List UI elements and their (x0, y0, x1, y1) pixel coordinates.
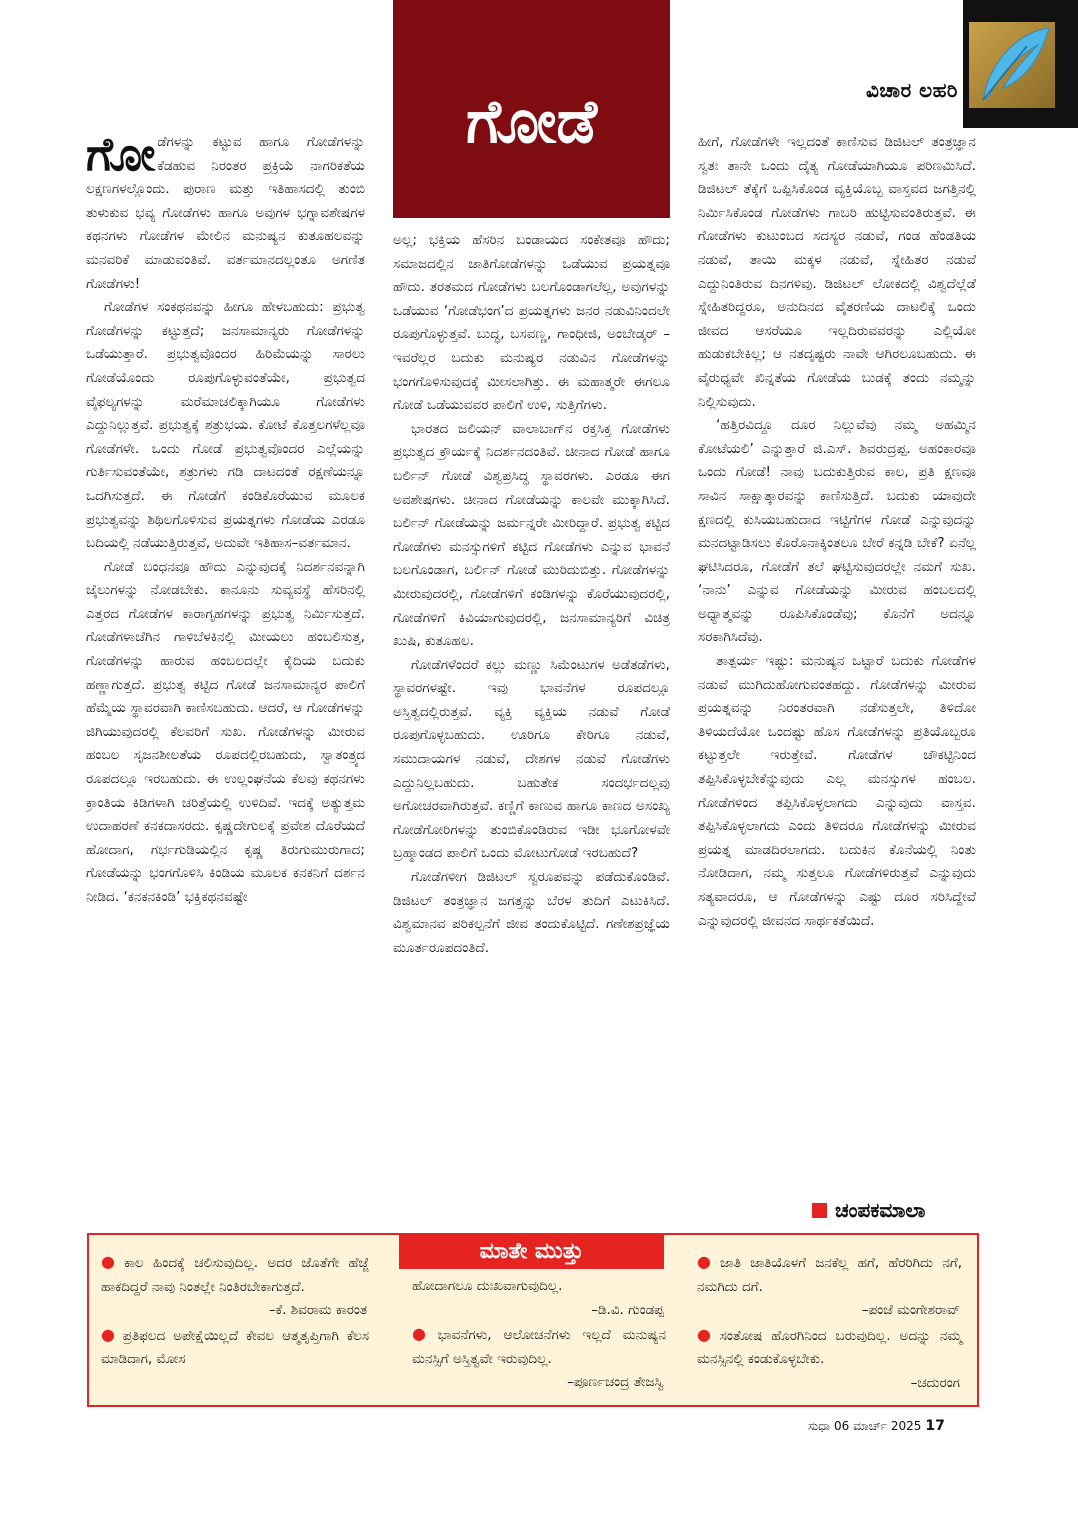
paragraph: ಅಲ್ಲ; ಭಕ್ತಿಯ ಹೆಸರಿನ ಬಂಡಾಯದ ಸಂಕೇತವೂ ಹೌದು; ಸಮಾಜದಲ್ಲಿನ ಜಾತಿಗೋಡೆಗಳನ್ನು ಒಡೆಯುವ ಪ್ರಯತ್ನವೂ ಹೌದು. ತರತಮದ ಗೋಡೆಗಳು ಬಲಗೊಂಡಾಗಲೆಲ್ಲ, ಅವುಗಳನ್ನು ಒಡೆಯುವ ‘ಗೋಡೆಭಂಗ’ದ ಪ್ರಯತ್ನಗಳು ಜನರ ನಡುವಿನಿಂದಲೇ ರೂಪುಗೊಳ್ಳುತ್ತವೆ. ಬುದ್ಧ, ಬಸವಣ್ಣ, ಗಾಂಧೀಜಿ, ಅಂಬೇಡ್ಕರ್ – ಇವರೆಲ್ಲರ ಬದುಕು ಮನುಷ್ಯರ ನಡುವಿನ ಗೋಡೆಗಳನ್ನು ಭಂಗಗೊಳಿಸುವುದಕ್ಕೆ ಮೀಸಲಾಗಿತ್ತು. ಈ ಮಹಾತ್ಮರೇ ಈಗಲೂ ಗೋಡೆ ಒಡೆಯುವವರ ಪಾಲಿಗೆ ಉಳಿ, ಸುತ್ತಿಗೆಗಳು. (393, 232, 670, 414)
paragraph: ಹೀಗೆ, ಗೋಡೆಗಳೇ ಇಲ್ಲದಂತೆ ಕಾಣಿಸುವ ಡಿಜಿಟಲ್ ತಂತ್ರಜ್ಞಾನ ಸ್ವತಃ ತಾನೇ ಒಂದು ದೈತ್ಯ ಗೋಡೆಯಾಗಿಯೂ ಪರಿಣಮಿಸಿದೆ. ಡಿಜಿಟಲ್ ತೆಕ್ಕೆಗೆ ಒಪ್ಪಿಸಿಕೊಂಡ ವ್ಯಕ್ತಿಯೊಬ್ಬ ವಾಸ್ತವದ ಜಗತ್ತಿನಲ್ಲಿ ನಿರ್ಮಿಸಿಕೊಂಡ ಗೋಡೆಗಳು ಗಾಬರಿ ಹುಟ್ಟಿಸುವಂತಿರುತ್ತವೆ. ಈ ಗೋಡೆಗಳು ಕುಟುಂಬದ ಸದಸ್ಯರ ನಡುವೆ, ಗಂಡ ಹೆಂಡತಿಯ ನಡುವೆ, ತಾಯಿ ಮಕ್ಕಳ ನಡುವೆ, ಸ್ನೇಹಿತರ ನಡುವೆ ಎದ್ದುನಿಂತಿರುವ ದಿನಗಳಿವು. ಡಿಜಿಟಲ್ ಲೋಕದಲ್ಲಿ ವಿಶ್ವದೆಲ್ಲೆಡೆ ಸ್ನೇಹಿತರಿದ್ದರೂ, ಅನುದಿನದ ವೈತರಣಿಯ ದಾಟಲಿಕ್ಕೆ ಒಂದು ಜೀವದ ಆಸರೆಯೂ ಇಲ್ಲದಿರುವವರನ್ನು ಎಲ್ಲಿಯೋ ಹುಡುಕಬೇಕಿಲ್ಲ; ಆ ನತದೃಷ್ಟರು ನಾವೇ ಆಗಿರಲೂಬಹುದು. ಈ ವೈರುಧ್ಯವೇ ಖಿನ್ನತೆಯ ಗೋಡೆಯ ಬುಡಕ್ಕೆ ತಂದು ನಮ್ಮನ್ನು ನಿಲ್ಲಿಸುವುದು. (698, 134, 976, 410)
author-byline (812, 1198, 925, 1222)
red-square-icon (812, 1203, 827, 1218)
article-column-3 (698, 131, 976, 1199)
quote-text: ಭಾವನೆಗಳು, ಆಲೋಚನೆಗಳು ಇಲ್ಲದೆ ಮನುಷ್ಯನ ಮನಸ್ಸಿಗೆ ಅಸ್ತಿತ್ವವೇ ಇರುವುದಿಲ್ಲ. (412, 1327, 666, 1367)
section-label: ವಿಚಾರ ಲಹರಿ (865, 78, 958, 102)
drop-cap: ಗೋ (86, 131, 156, 181)
paragraph: ಗೋಡೆ ಬಂಧನವೂ ಹೌದು ಎನ್ನುವುದಕ್ಕೆ ನಿದರ್ಶನವನ್ನಾಗಿ ಜೈಲುಗಳನ್ನು ನೋಡಬೇಕು. ಕಾನೂನು ಸುವ್ಯವಸ್ಥೆ ಹೆಸರಿನಲ್ಲಿ ಎತ್ತರದ ಗೋಡೆಗಳ ಕಾರಾಗೃಹಗಳನ್ನು ಪ್ರಭುತ್ವ ನಿರ್ಮಿಸುತ್ತದೆ. ಗೋಡೆಗಳಾಚೆಗಿನ ಗಾಳಿಬೆಳಕಿನಲ್ಲಿ ಮೀಯಲು ಹಂಬಲಿಸುತ್ತ, ಗೋಡೆಗಳನ್ನು ಹಾರುವ ಹಂಬಲದಲ್ಲೇ ಕೈದಿಯ ಬದುಕು ಹಣ್ಣಾಗುತ್ತದೆ. ಪ್ರಭುತ್ವ ಕಟ್ಟಿದ ಗೋಡೆ ಜನಸಾಮಾನ್ಯರ ಪಾಲಿಗೆ ಹೆಮ್ಮೆಯ ಸ್ಥಾವರವಾಗಿ ಕಾಣಿಸಬಹುದು. ಆದರೆ, ಆ ಗೋಡೆಗಳನ್ನು ಜಿಗಿಯುವುದರಲ್ಲಿ ಕೆಲವರಿಗೆ ಸುಖ. ಗೋಡೆಗಳನ್ನು ಮೀರುವ ಹಂಬಲ ಸೃಜನಶೀಲತೆಯ ರೂಪದಲ್ಲಿರಬಹುದು, ಸ್ವಾತಂತ್ರ್ಯದ ರೂಪದಲ್ಲೂ ಇರಬಹುದು. ಈ ಉಲ್ಲಂಘನೆಯ ಕೆಲವು ಕಥನಗಳು ಕ್ರಾಂತಿಯ ಕಿಡಿಗಳಾಗಿ ಚರಿತ್ರೆಯಲ್ಲಿ ಉಳಿದಿವೆ. ಇದಕ್ಕೆ ಅತ್ಯುತ್ತಮ ಉದಾಹರಣೆ ಕನಕದಾಸರದು. ಕೃಷ್ಣದೇಗುಲಕ್ಕೆ ಪ್ರವೇಶ ದೊರೆಯದೆ ಹೋದಾಗ, ಗರ್ಭಗುಡಿಯಲ್ಲಿನ ಕೃಷ್ಣ ತಿರುಗುಮುರುಗಾದ; ಗೋಡೆಯನ್ನು ಭಂಗಗೊಳಿಸಿ ಕಿಂಡಿಯ ಮೂಲಕ ಕನಕನಿಗೆ ದರ್ಶನ ನೀಡಿದ. ‘ಕನಕನಕಿಂಡಿ’ ಭಕ್ತಿಕಥನವಷ್ಟೇ (86, 558, 365, 905)
bullet-icon: ● (101, 1324, 119, 1344)
feather-icon-box (969, 22, 1055, 108)
bullet-icon: ● (101, 1252, 121, 1271)
quote-text: ಜಾತಿ ಜಾತಿಯೊಳಗೆ ಜನಕೆಲ್ಲ ಹಗೆ, ಹೆರರಿಗಿದು ನಗೆ, ನಮಗಿದು ದಗೆ. (697, 1255, 962, 1295)
paragraph: ಭಾರತದ ಜಲಿಯನ್ ವಾಲಾಬಾಗ್‌ನ ರಕ್ತಸಿಕ್ತ ಗೋಡೆಗಳು ಪ್ರಭುತ್ವದ ಕ್ರೌರ್ಯಕ್ಕೆ ನಿದರ್ಶನದಂತಿವೆ. ಚೀನಾದ ಗೋಡೆ ಹಾಗೂ ಬರ್ಲಿನ್ ಗೋಡೆ ವಿಶ್ವಪ್ರಸಿದ್ಧ ಸ್ಥಾವರಗಳು. ಎರಡೂ ಈಗ ಅವಶೇಷಗಳು. ಚೀನಾದ ಗೋಡೆಯನ್ನು ಕಾಲವೇ ಮುಕ್ಕಾಗಿಸಿದೆ. ಬರ್ಲಿನ್ ಗೋಡೆಯನ್ನು ಜರ್ಮನ್ನರೇ ಮೀರಿದ್ದಾರೆ. ಪ್ರಭುತ್ವ ಕಟ್ಟಿದ ಗೋಡೆಗಳು ಮನಸ್ಸುಗಳಿಗೆ ಕಟ್ಟಿದ ಗೋಡೆಗಳು ಎನ್ನುವ ಭಾವನೆ ಬಲಗೊಂಡಾಗ, ಬರ್ಲಿನ್ ಗೋಡೆ ಮುರಿದುಬಿತ್ತು. ಗೋಡೆಗಳನ್ನು ಮೀರುವುದರಲ್ಲಿ, ಗೋಡೆಗಳಿಗೆ ಕಂಡಿಗಳನ್ನು ಕೊರೆಯುವುದರಲ್ಲಿ, ಗೋಡೆಗಳಿಗೆ ಕಿವಿಯಾಗುವುದರಲ್ಲಿ, ಜನಸಾಮಾನ್ಯರಿಗೆ ವಿಚಿತ್ರ ಖುಷಿ, ಕುತೂಹಲ. (393, 420, 670, 650)
quote-text: ಸಂತೋಷ ಹೊರಗಿನಿಂದ ಬರುವುದಿಲ್ಲ. ಅದನ್ನು ನಮ್ಮ ಮನಸ್ಸಿನಲ್ಲಿ ಕಂಡುಕೊಳ್ಳಬೇಕು. (697, 1327, 963, 1367)
quote-item (697, 1323, 962, 1372)
paragraph (86, 131, 365, 296)
page-number: 17 (925, 1418, 945, 1434)
quotes-column-2 (412, 1275, 666, 1395)
quote-author: –ಕೆ. ಶಿವರಾಮ ಕಾರಂತ (268, 1302, 367, 1318)
bullet-icon: ● (697, 1252, 716, 1271)
author-name: ಚಂಪಕಮಾಲಾ (835, 1198, 926, 1222)
article-title: ಗೋಡೆ (465, 87, 598, 157)
paragraph-text: ಡೆಗಳನ್ನು ಕಟ್ಟುವ ಹಾಗೂ ಗೋಡೆಗಳನ್ನು ಕೆಡಹುವ ನಿರಂತರ ಪ್ರಕ್ರಿಯೆ ನಾಗರಿಕತೆಯ ಲಕ್ಷಣಗಳಲ್ಲೊಂದು. ಪುರಾಣ ಮತ್ತು ಇತಿಹಾಸದಲ್ಲಿ ತುಂಬಿ ತುಳುಕುವ ಭವ್ಯ ಗೋಡೆಗಳು ಹಾಗೂ ಅವುಗಳ ಭಗ್ನಾವಶೇಷಗಳ ಕಥನಗಳು ಗೋಡೆಗಳ ಮೇಲಿನ ಮನುಷ್ಯನ ಕುತೂಹಲವನ್ನು ಮನವರಿಕೆ ಮಾಡುವಂತಿವೆ. ವರ್ತಮಾನದಲ್ಲಂತೂ ಅಗಣಿತ ಗೋಡೆಗಳು! (86, 134, 365, 292)
page-footer (808, 1418, 945, 1434)
article-column-1 (86, 131, 365, 1227)
quote-text: ಕಾಲ ಹಿಂದಕ್ಕೆ ಚಲಿಸುವುದಿಲ್ಲ. ಅದರ ಜೊತೆಗೇ ಹೆಜ್ಜೆ ಹಾಕದಿದ್ದರೆ ನಾವು ನಿಂತಲ್ಲೇ ನಿಂತಿರಬೇಕಾಗುತ್ತದೆ. (101, 1255, 370, 1295)
article-column-2 (393, 229, 670, 1227)
quote-text: ಹೋದಾಗಲೂ ದುಃಖವಾಗುವುದಿಲ್ಲ. (412, 1278, 563, 1294)
quote-author: –ಚದುರಂಗ (910, 1374, 960, 1391)
quote-author: –ಪಂಜೆ ಮಂಗೇಶರಾವ್ (861, 1302, 960, 1318)
footer-text: ಸುಧಾ 06 ಮಾರ್ಚ್ 2025 (808, 1419, 922, 1433)
quote-author: –ಪೂರ್ಣಚಂದ್ರ ತೇಜಸ್ವಿ (567, 1374, 664, 1390)
paragraph: ಗೋಡೆಗಳೀಗ ಡಿಜಿಟಲ್ ಸ್ವರೂಪವನ್ನು ಪಡೆದುಕೊಂಡಿವೆ. ಡಿಜಿಟಲ್ ತಂತ್ರಜ್ಞಾನ ಜಗತ್ತನ್ನು ಬೆರಳ ತುದಿಗೆ ಎಟುಕಿಸಿದೆ. ವಿಶ್ವಮಾನವ ಪರಿಕಲ್ಪನೆಗೆ ಜೀವ ತಂದುಕೊಟ್ಟಿದೆ. ಗಣೇಶಪ್ರಜ್ಞೆಯ ಮೂರ್ತರೂಪದಂತಿದೆ. (393, 869, 670, 956)
bullet-icon: ● (697, 1324, 716, 1344)
quote-item (101, 1323, 369, 1372)
quote-item (101, 1250, 369, 1299)
paragraph: ಗೋಡೆಗಳ ಸಂಕಥನವನ್ನು ಹೀಗೂ ಹೇಳಬಹುದು: ಪ್ರಭುತ್ವ ಗೋಡೆಗಳನ್ನು ಕಟ್ಟುತ್ತದೆ; ಜನಸಾಮಾನ್ಯರು ಗೋಡೆಗಳನ್ನು ಒಡೆಯುತ್ತಾರೆ. ಪ್ರಭುತ್ವವೊಂದರ ಹಿರಿಮೆಯನ್ನು ಸಾರಲು ಗೋಡೆಯೊಂದು ರೂಪುಗೊಳ್ಳುವಂತೆಯೇ, ಪ್ರಭುತ್ವದ ವೈಫಲ್ಯಗಳನ್ನು ಮರೆಮಾಚಲಿಕ್ಕಾಗಿಯೂ ಗೋಡೆಗಳು ಎದ್ದುನಿಲ್ಲುತ್ತವೆ. ಪ್ರಭುತ್ವಕ್ಕೆ ಶತ್ರುಭಯ. ಕೋಟೆ ಕೊತ್ತಲಗಳೆಲ್ಲವೂ ಗೋಡೆಗಳೇ. ಒಂದು ಗೋಡೆ ಪ್ರಭುತ್ವವೊಂದರ ಎಲ್ಲೆಯನ್ನು ಗುರ್ತಿಸುವಂತೆಯೇ, ಶತ್ರುಗಳು ಗಡಿ ದಾಟದಂತೆ ರಕ್ಷಣೆಯನ್ನೂ ಒದಗಿಸುತ್ತದೆ. ಈ ಗೋಡೆಗೆ ಕಂಡಿಕೊರೆಯುವ ಮೂಲಕ ಪ್ರಭುತ್ವವನ್ನು ಶಿಥಿಲಗೊಳಿಸುವ ಪ್ರಯತ್ನಗಳು ಗೋಡೆಯ ಎರಡೂ ಬದಿಯಲ್ಲಿ ನಡೆಯುತ್ತಿರುತ್ತವೆ, ಅದುವೇ ಇತಿಹಾಸ–ವರ್ತಮಾನ. (86, 299, 365, 552)
quotes-title: ಮಾತೇ ಮುತ್ತು (399, 1235, 664, 1269)
quote-item (412, 1322, 666, 1371)
quote-author: –ಡಿ.ವಿ. ಗುಂಡಪ್ಪ (591, 1301, 664, 1318)
quote-text: ಪ್ರತಿಫಲದ ಅಪೇಕ್ಷೆಯಿಲ್ಲದೆ ಕೇವಲ ಆತ್ಮತೃಪ್ತಿಗಾಗಿ ಕೆಲಸ ಮಾಡಿದಾಗ, ಮೋಸ (101, 1327, 369, 1367)
bullet-icon: ● (412, 1324, 434, 1343)
quote-item (697, 1250, 962, 1299)
feather-icon (969, 22, 1055, 108)
paragraph: ‘ಹತ್ತಿರವಿದ್ದೂ ದೂರ ನಿಲ್ಲುವೆವು ನಮ್ಮ ಅಹಮ್ಮಿನ ಕೋಟೆಯಲಿ’ ಎನ್ನುತ್ತಾರೆ ಜಿ.ಎಸ್. ಶಿವರುದ್ರಪ್ಪ. ಅಹಂಕಾರವೂ ಒಂದು ಗೋಡೆ! ನಾವು ಬದುಕುತ್ತಿರುವ ಕಾಲ, ಪ್ರತಿ ಕ್ಷಣವೂ ಸಾವಿನ ಸಾಕ್ಷಾತ್ಕಾರವನ್ನು ಕಾಣಿಸುತ್ತಿದೆ. ಬದುಕು ಯಾವುದೇ ಕ್ಷಣದಲ್ಲಿ ಕುಸಿಯಬಹುದಾದ ಇಟ್ಟಿಗೆಗಳ ಗೋಡೆ ಎನ್ನುವುದನ್ನು ಮನದಟ್ಟಾಡಿಸಲು ಕೊರೊನಾಕ್ಕಿಂತಲೂ ಬೇರೆ ಕನ್ನಡಿ ಬೇಕೆ? ಏನೆಲ್ಲ ಘಟಿಸಿದರೂ, ಗೋಡೆಗೆ ತಲೆ ಘಟ್ಟಿಸುವುದರಲ್ಲೇ ನಮಗೆ ಸುಖ. ‘ನಾನು’ ಎನ್ನುವ ಗೋಡೆಯನ್ನು ಮೀರುವ ಹಂಬಲದಲ್ಲಿ ಅಧ್ಯಾತ್ಮವನ್ನು ರೂಪಿಸಿಕೊಂಡೆವು; ಕೊನೆಗೆ ಅದನ್ನೂ ಸರಕಾಗಿಸಿದೆವು. (698, 417, 976, 646)
paragraph: ತಾತ್ಪರ್ಯ ಇಷ್ಟು: ಮನುಷ್ಯನ ಒಟ್ಟಾರೆ ಬದುಕು ಗೋಡೆಗಳ ನಡುವೆ ಮುಗಿದುಹೋಗುವಂತಹದ್ದು. ಗೋಡೆಗಳನ್ನು ಮೀರುವ ಪ್ರಯತ್ನವನ್ನು ನಿರಂತರವಾಗಿ ನಡೆಸುತ್ತಲೇ, ತಿಳಿದೋ ತಿಳಿಯದೆಯೋ ಒಂದಷ್ಟು ಹೊಸ ಗೋಡೆಗಳನ್ನು ಪ್ರತಿಯೊಬ್ಬರೂ ಕಟ್ಟುತ್ತಲೇ ಇರುತ್ತೇವೆ. ಗೋಡೆಗಳ ಚೌಕಟ್ಟಿನಿಂದ ತಪ್ಪಿಸಿಕೊಳ್ಳಬೇಕೆನ್ನುವುದು ಎಲ್ಲ ಮನಸ್ಸುಗಳ ಹಂಬಲ. ಗೋಡೆಗಳಿಂದ ತಪ್ಪಿಸಿಕೊಳ್ಳಲಾಗದು ಎನ್ನುವುದು ವಾಸ್ತವ. ತಪ್ಪಿಸಿಕೊಳ್ಳಲಾಗದು ಎಂದು ತಿಳಿದರೂ ಗೋಡೆಗಳನ್ನು ಮೀರುವ ಪ್ರಯತ್ನ ಮಾಡದಿರಲಾಗದು. ಬದುಕಿನ ಕೊನೆಯಲ್ಲಿ ನಿಂತು ನೋಡಿದಾಗ, ನಮ್ಮ ಸುತ್ತಲೂ ಗೋಡೆಗಳಿರುತ್ತವೆ ಎನ್ನುವುದು ಸತ್ಯವಾದರೂ, ಆ ಗೋಡೆಗಳನ್ನು ಎಷ್ಟು ದೂರ ಸರಿಸಿದ್ದೇವೆ ಎನ್ನುವುದರಲ್ಲಿ ಜೀವನದ ಸಾರ್ಥಕತೆಯಿದೆ. (698, 653, 976, 929)
paragraph: ಗೋಡೆಗಳೆಂದರೆ ಕಲ್ಲು ಮಣ್ಣು ಸಿಮೆಂಟುಗಳ ಅಡೆತಡೆಗಳು, ಸ್ಥಾವರಗಳಷ್ಟೇ. ಇವು ಭಾವನೆಗಳ ರೂಪದಲ್ಲೂ ಅಸ್ತಿತ್ವದಲ್ಲಿರುತ್ತವೆ. ವ್ಯಕ್ತಿ ವ್ಯಕ್ತಿಯ ನಡುವೆ ಗೋಡೆ ರೂಪುಗೊಳ್ಳಬಹುದು. ಊರಿಗೂ ಕೇರಿಗೂ ನಡುವೆ, ಸಮುದಾಯಗಳ ನಡುವೆ, ದೇಶಗಳ ನಡುವೆ ಗೋಡೆಗಳು ಎದ್ದುನಿಲ್ಲಬಹುದು. ಬಹುತೇಕ ಸಂದರ್ಭದಲ್ಲವು ಅಗೋಚರವಾಗಿರುತ್ತವೆ. ಕಣ್ಣಿಗೆ ಕಾಣುವ ಹಾಗೂ ಕಾಣದ ಅಸಂಖ್ಯ ಗೋಡೆಗೋರಿಗಳನ್ನು ತುಂಬಿಕೊಂಡಿರುವ ಇಡೀ ಭೂಗೋಳವೇ ಬ್ರಹ್ಮಾಂಡದ ಪಾಲಿಗೆ ಒಂದು ಮೋಟುಗೋಡೆ ಇರಬಹುದೆ? (393, 656, 670, 862)
quotes-column-3 (697, 1250, 962, 1395)
title-block (393, 0, 670, 218)
quotes-column-1 (101, 1250, 369, 1372)
